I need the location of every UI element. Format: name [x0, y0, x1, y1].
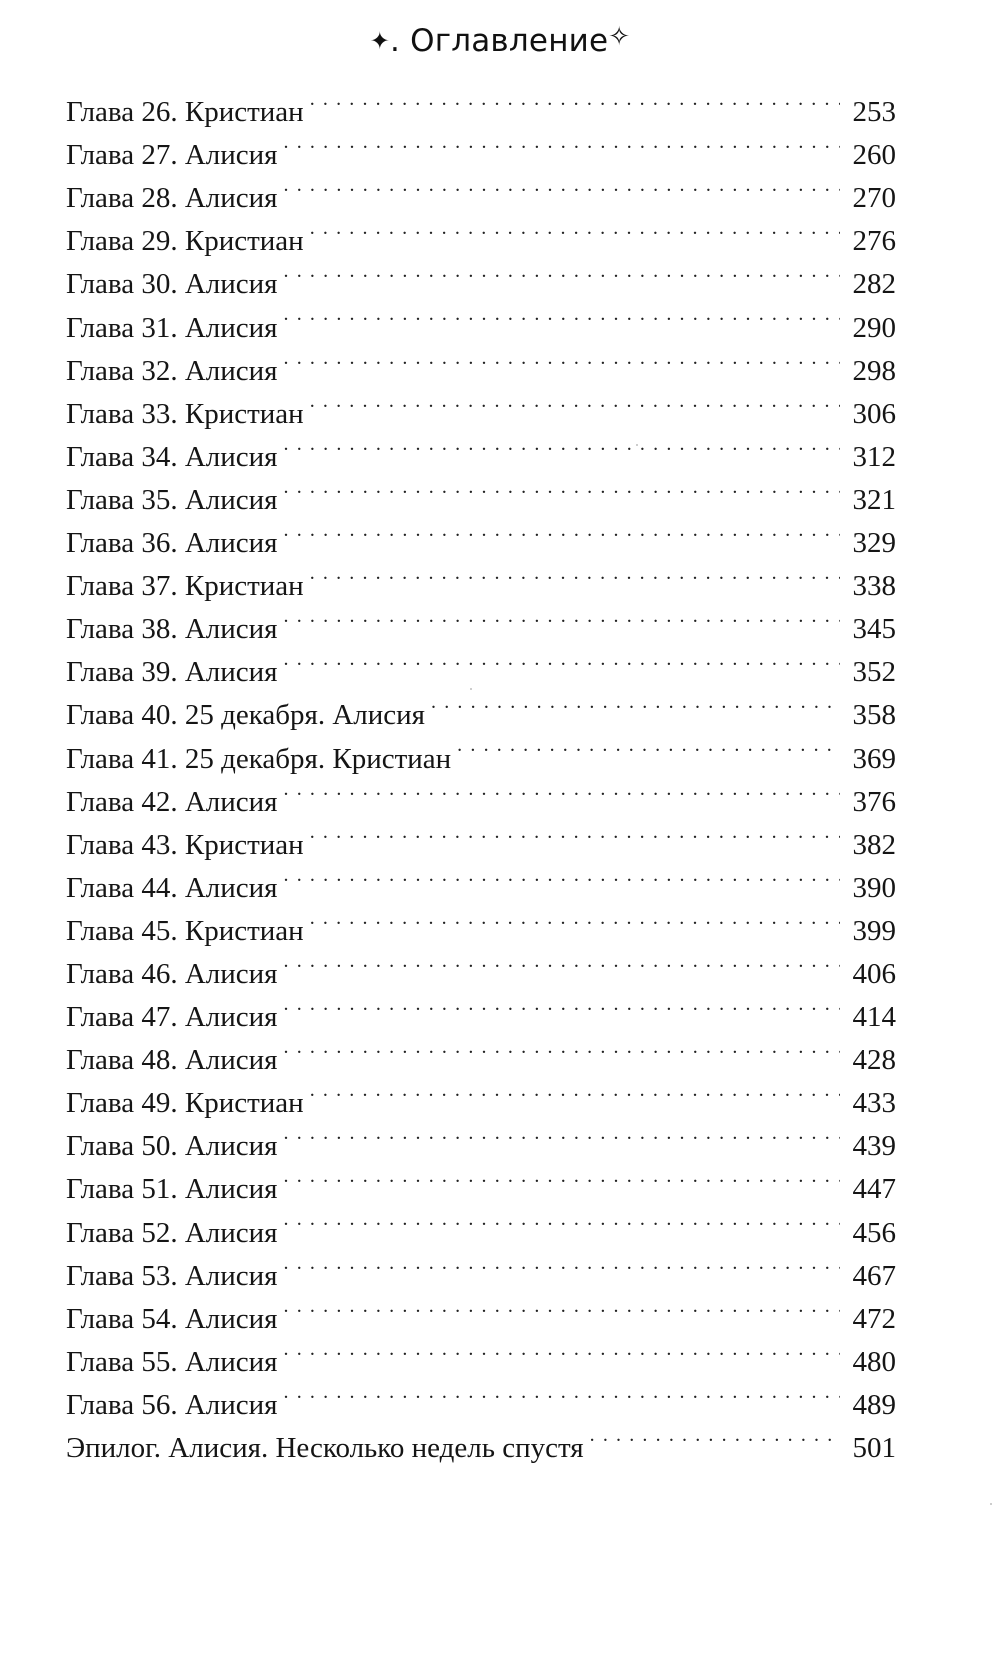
dot-leader	[284, 466, 840, 509]
dot-leader	[310, 78, 840, 121]
toc-entry-title: Глава 39. Алисия	[66, 656, 278, 689]
toc-entry-page-number: 480	[852, 1345, 896, 1378]
toc-entry-page-number: 282	[852, 268, 896, 301]
dot-leader	[284, 1371, 840, 1414]
dot-leader	[431, 681, 840, 724]
toc-entry-page-number: 467	[852, 1259, 896, 1292]
dot-leader	[284, 1112, 840, 1155]
toc-entry-page-number: 414	[852, 1001, 896, 1034]
dot-leader	[284, 423, 840, 466]
dot-leader	[284, 595, 840, 638]
dot-leader	[284, 121, 840, 164]
toc-entry-title: Глава 36. Алисия	[66, 527, 278, 560]
dot-leader	[284, 1026, 840, 1069]
toc-entry-title: Эпилог. Алисия. Несколько недель спустя	[66, 1432, 584, 1464]
toc-entry-title: Глава 47. Алисия	[66, 1001, 278, 1034]
table-of-contents	[66, 78, 896, 1464]
dot-leader	[310, 1069, 840, 1112]
toc-entry-title: Глава 42. Алисия	[66, 785, 278, 818]
toc-entry-page-number: 456	[852, 1216, 896, 1249]
dot-leader	[310, 380, 840, 423]
toc-entry-title: Глава 43. Кристиан	[66, 828, 304, 861]
dot-leader	[284, 1242, 840, 1285]
toc-entry-title: Глава 54. Алисия	[66, 1302, 278, 1335]
dot-leader	[310, 207, 840, 250]
dot-leader	[310, 897, 840, 940]
toc-entry-title: Глава 40. 25 декабря. Алисия	[66, 699, 426, 732]
dot-leader	[284, 983, 840, 1026]
toc-entry-title: Глава 26. Кристиан	[66, 96, 304, 129]
toc-entry-title: Глава 32. Алисия	[66, 354, 278, 387]
toc-entry-page-number: 369	[852, 742, 896, 775]
toc-entry-page-number: 321	[852, 483, 896, 516]
toc-entry-page-number: 352	[852, 656, 896, 689]
toc-entry-page-number: 439	[852, 1130, 896, 1163]
toc-entry-page-number: 338	[852, 570, 896, 603]
page-title-text: . Оглавление	[390, 23, 609, 59]
dot-leader	[284, 164, 840, 207]
toc-entry-title: Глава 51. Алисия	[66, 1173, 278, 1206]
dot-leader	[284, 337, 840, 380]
toc-entry-page-number: 472	[852, 1302, 896, 1335]
toc-entry-title: Глава 49. Кристиан	[66, 1087, 304, 1120]
toc-entry-page-number: 358	[852, 699, 896, 732]
toc-entry-title: Глава 31. Алисия	[66, 311, 278, 344]
dot-leader	[457, 724, 840, 767]
dot-leader	[310, 811, 840, 854]
toc-entry-page-number: 312	[852, 440, 896, 473]
toc-entry-title: Глава 33. Кристиан	[66, 397, 304, 430]
toc-entry-title: Глава 44. Алисия	[66, 871, 278, 904]
paper-speck	[470, 688, 472, 690]
toc-entry-page-number: 329	[852, 527, 896, 560]
dot-leader	[284, 1155, 840, 1198]
toc-entry-title: Глава 37. Кристиан	[66, 570, 304, 603]
toc-entry-title: Глава 46. Алисия	[66, 957, 278, 990]
sparkle-icon: ✦	[369, 27, 391, 55]
page-title	[0, 22, 1000, 59]
toc-entry-page-number: 298	[852, 354, 896, 387]
paper-speck	[990, 1503, 992, 1505]
toc-entry-page-number: 290	[852, 311, 896, 344]
toc-entry-title: Глава 28. Алисия	[66, 182, 278, 215]
paper-speck	[636, 444, 638, 446]
toc-entry	[66, 78, 896, 129]
toc-entry-page-number: 253	[852, 96, 896, 129]
toc-entry-title: Глава 45. Кристиан	[66, 914, 304, 947]
toc-entry-title: Глава 30. Алисия	[66, 268, 278, 301]
toc-entry-page-number: 260	[852, 139, 896, 172]
toc-entry-page-number: 501	[852, 1432, 896, 1464]
toc-entry-page-number: 276	[852, 225, 896, 258]
dot-leader	[310, 552, 840, 595]
toc-entry-title: Глава 35. Алисия	[66, 483, 278, 516]
dot-leader	[590, 1414, 840, 1457]
toc-entry-page-number: 382	[852, 828, 896, 861]
dot-leader	[284, 1285, 840, 1328]
dot-leader	[284, 1198, 840, 1241]
dot-leader	[284, 1328, 840, 1371]
sparkle-icon: ✧	[608, 22, 631, 52]
toc-entry-title: Глава 48. Алисия	[66, 1044, 278, 1077]
toc-entry-page-number: 489	[852, 1388, 896, 1421]
toc-entry-title: Глава 29. Кристиан	[66, 225, 304, 258]
toc-entry-page-number: 270	[852, 182, 896, 215]
toc-entry-title: Глава 50. Алисия	[66, 1130, 278, 1163]
dot-leader	[284, 768, 840, 811]
dot-leader	[284, 509, 840, 552]
dot-leader	[284, 854, 840, 897]
toc-entry-title: Глава 53. Алисия	[66, 1259, 278, 1292]
toc-entry-page-number: 447	[852, 1173, 896, 1206]
toc-entry-title: Глава 38. Алисия	[66, 613, 278, 646]
toc-entry-page-number: 390	[852, 871, 896, 904]
dot-leader	[284, 293, 840, 336]
dot-leader	[284, 250, 840, 293]
toc-entry-page-number: 428	[852, 1044, 896, 1077]
dot-leader	[284, 638, 840, 681]
toc-entry-page-number: 433	[852, 1087, 896, 1120]
toc-entry-page-number: 399	[852, 914, 896, 947]
toc-entry-page-number: 376	[852, 785, 896, 818]
toc-entry-title: Глава 27. Алисия	[66, 139, 278, 172]
toc-entry-title: Глава 41. 25 декабря. Кристиан	[66, 742, 452, 775]
dot-leader	[284, 940, 840, 983]
toc-entry-title: Глава 55. Алисия	[66, 1345, 278, 1378]
toc-entry-page-number: 406	[852, 957, 896, 990]
toc-entry-title: Глава 56. Алисия	[66, 1388, 278, 1421]
toc-entry-page-number: 306	[852, 397, 896, 430]
toc-entry-title: Глава 34. Алисия	[66, 440, 278, 473]
toc-entry-title: Глава 52. Алисия	[66, 1216, 278, 1249]
toc-entry-page-number: 345	[852, 613, 896, 646]
